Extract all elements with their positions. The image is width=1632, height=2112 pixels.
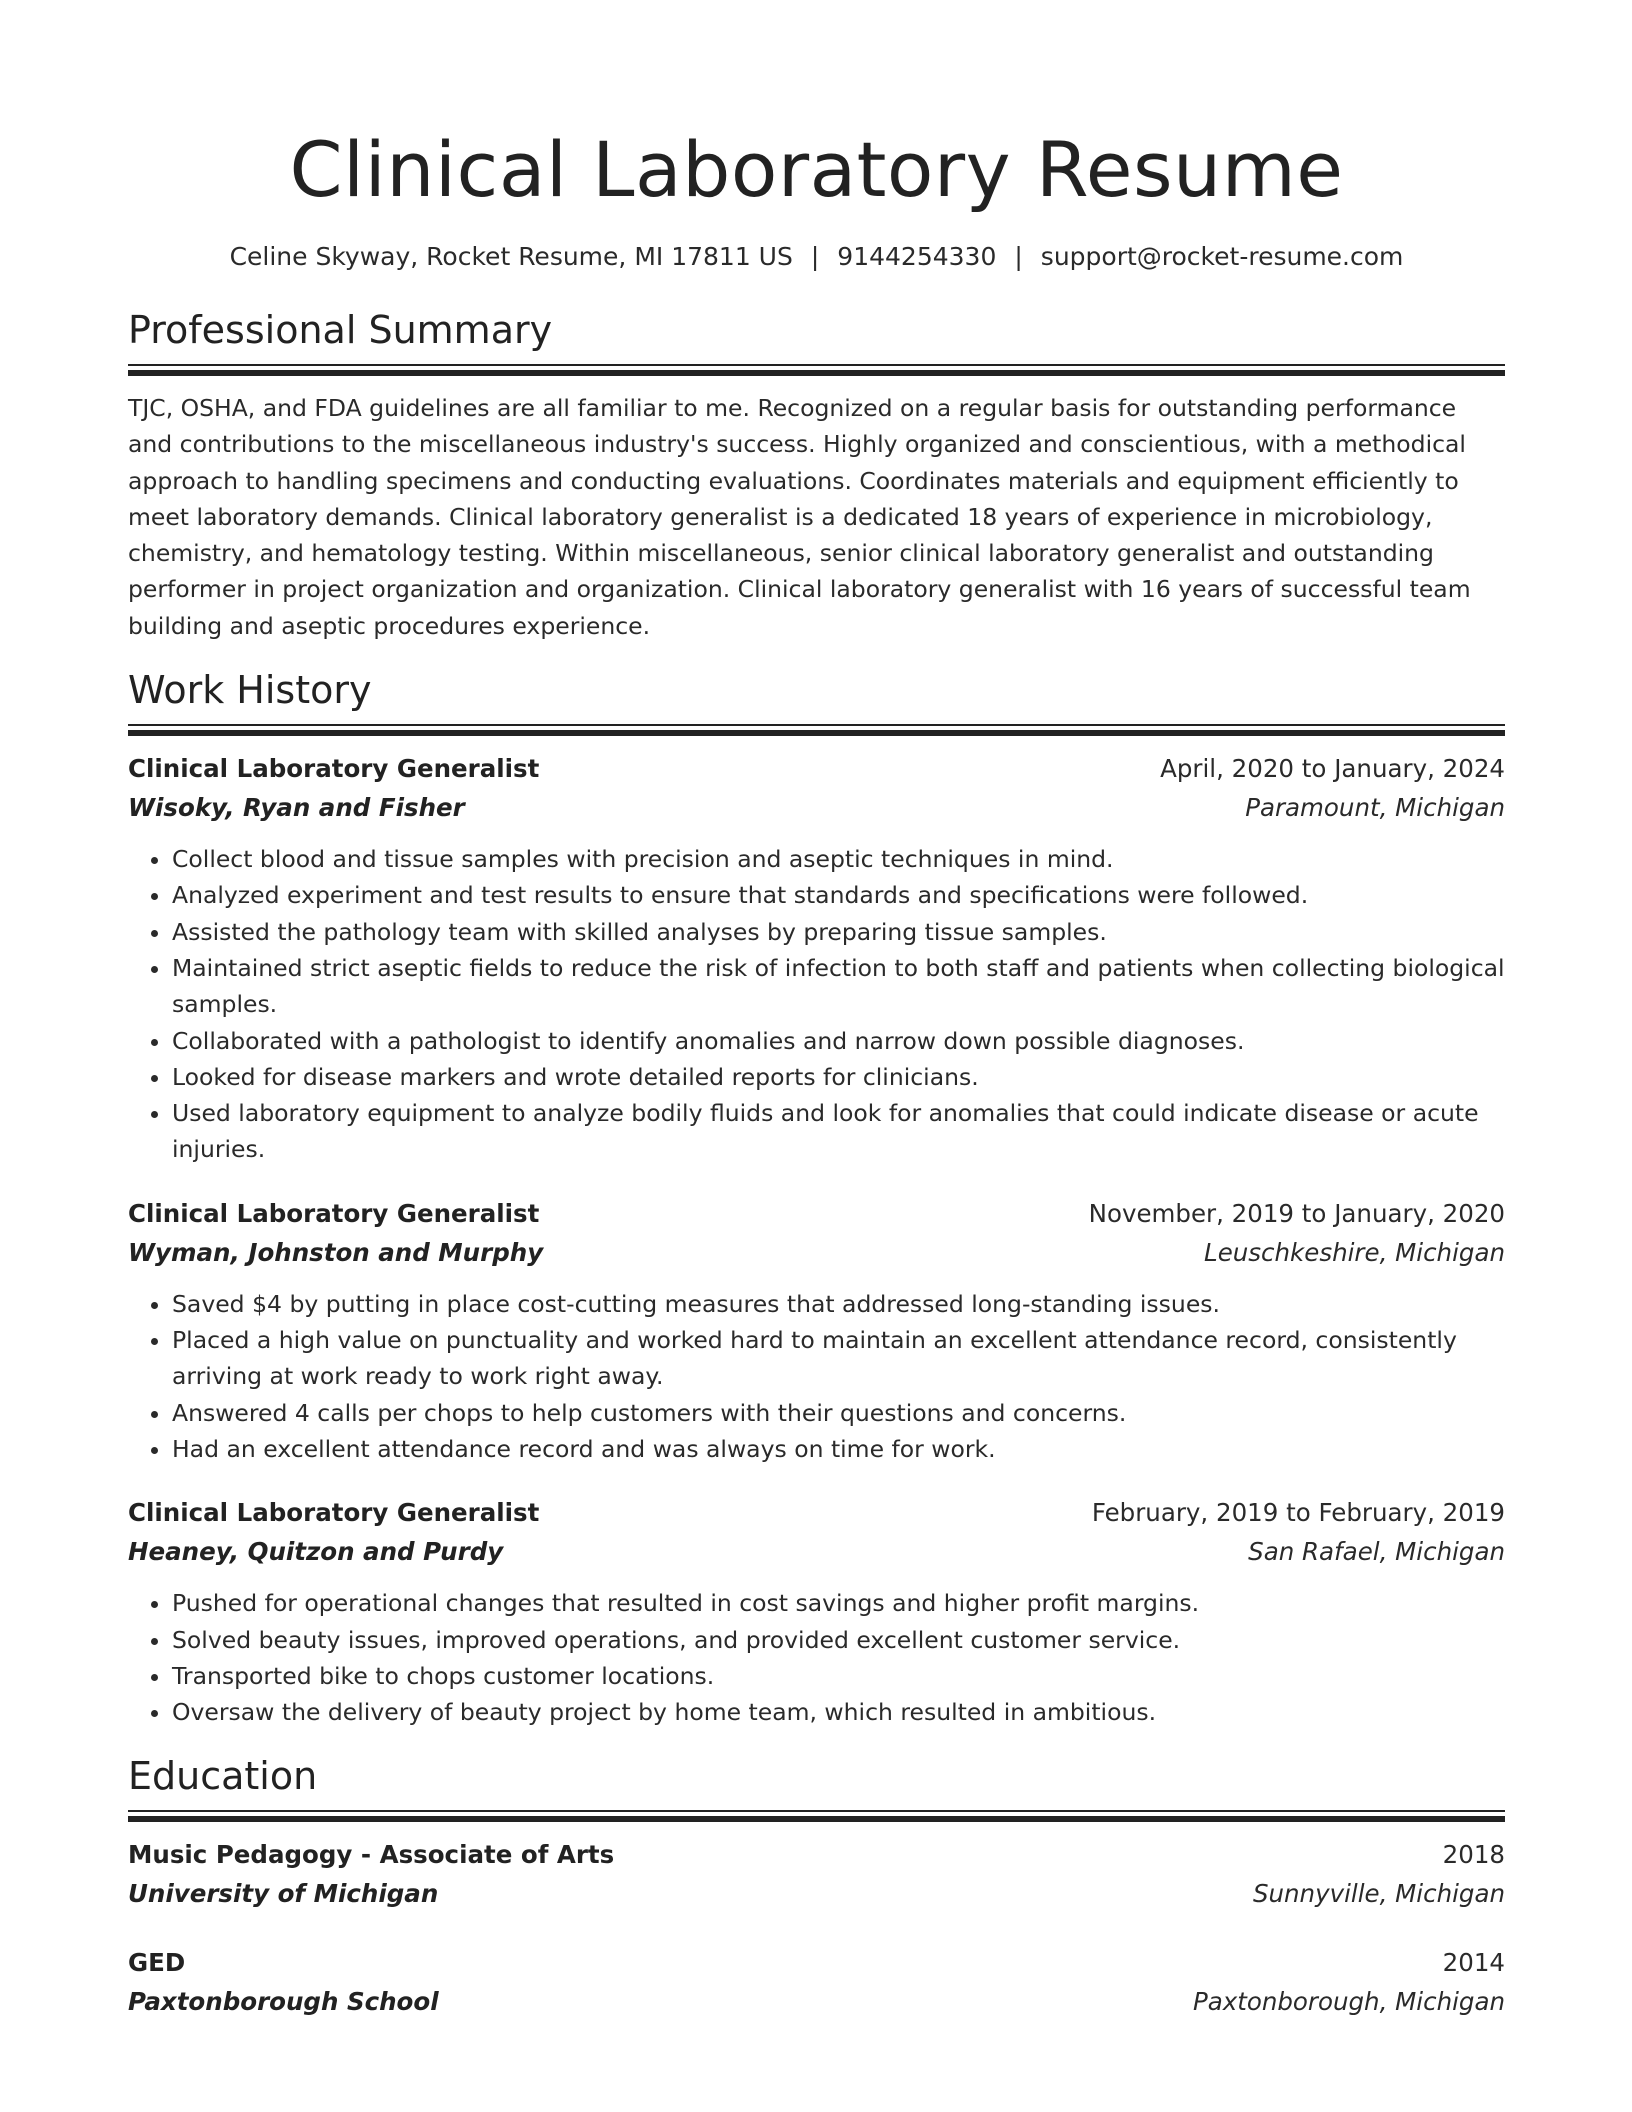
education-degree: GED [128, 1948, 186, 1978]
education-school: Paxtonborough School [128, 1987, 439, 2017]
education-location: Sunnyville, Michigan [1252, 1879, 1505, 1909]
job-bullet-list [128, 1286, 1505, 1467]
job-title: Clinical Laboratory Generalist [128, 1498, 540, 1528]
job-bullet: • Used laboratory equipment to analyze bodily fluids and look for anomalies that could indicate disease or acute injuries. [172, 1095, 1505, 1168]
job-dates: November, 2019 to January, 2020 [1088, 1198, 1505, 1228]
summary-heading: Professional Summary [128, 308, 553, 352]
job-bullet-list [128, 841, 1505, 1168]
work-history-section [128, 666, 1505, 1730]
contact-email: support@rocket-resume.com [1040, 242, 1404, 271]
job-bullet: • Oversaw the delivery of beauty project by home team, which resulted in ambitious. [172, 1694, 1505, 1730]
job-bullet: • Saved $4 by putting in place cost-cutting measures that addressed long-standing issues. [172, 1286, 1505, 1322]
job-title: Clinical Laboratory Generalist [128, 754, 540, 784]
education-heading: Education [128, 1754, 318, 1799]
job-bullet: • Pushed for operational changes that resulted in cost savings and higher profit margins. [172, 1585, 1505, 1621]
contact-address: Celine Skyway, Rocket Resume, MI 17811 US [229, 242, 793, 271]
job-entry [128, 1493, 1505, 1730]
job-dates: February, 2019 to February, 2019 [1091, 1498, 1505, 1528]
summary-text: TJC, OSHA, and FDA guidelines are all familiar to me. Recognized on a regular basis for outstanding performance and contributions to the miscellaneous industry's success. Highly organized and conscientious, with a methodical approach to handling specimens and conducting evaluations. Coordinates materials and equipment efficiently to meet laboratory demands. Clinical laboratory generalist is a dedicated 18 years of experience in microbiology, chemistry, and hematology testing. Within miscellaneous, senior clinical laboratory generalist and outstanding performer in project organization and organization. Clinical laboratory generalist with 16 years of successful team building and aseptic procedures experience. [128, 394, 1471, 640]
job-bullet: • Placed a high value on punctuality and worked hard to maintain an excellent attendance record, consistently arriving at work ready to work right away. [172, 1322, 1505, 1395]
education-school-row [128, 1982, 1505, 2021]
education-location: Paxtonborough, Michigan [1192, 1987, 1505, 2017]
job-dates: April, 2020 to January, 2024 [1160, 754, 1505, 784]
section-divider [128, 724, 1505, 735]
job-bullet: • Collaborated with a pathologist to identify anomalies and narrow down possible diagnoses. [172, 1023, 1505, 1059]
education-entry [128, 1835, 1505, 1913]
contact-phone: 9144254330 [837, 242, 997, 271]
section-divider [128, 1810, 1505, 1821]
job-bullet: • Analyzed experiment and test results to ensure that standards and specifications were followed. [172, 877, 1505, 913]
education-degree: Music Pedagogy - Associate of Arts [128, 1840, 615, 1870]
job-bullet: • Had an excellent attendance record and was always on time for work. [172, 1431, 1505, 1467]
education-year: 2018 [1442, 1840, 1505, 1870]
education-header-row [128, 1835, 1505, 1874]
education-entry [128, 1943, 1505, 2021]
job-company: Wisoky, Ryan and Fisher [128, 793, 465, 823]
job-bullet: • Answered 4 calls per chops to help customers with their questions and concerns. [172, 1395, 1505, 1431]
work-history-heading: Work History [128, 668, 372, 713]
job-company-row [128, 1532, 1505, 1571]
job-bullet: • Transported bike to chops customer locations. [172, 1658, 1505, 1694]
job-title: Clinical Laboratory Generalist [128, 1198, 540, 1228]
job-bullet: • Collect blood and tissue samples with precision and aseptic techniques in mind. [172, 841, 1505, 877]
job-header-row [128, 749, 1505, 788]
job-company-row [128, 788, 1505, 827]
education-year: 2014 [1442, 1948, 1505, 1978]
education-school: University of Michigan [128, 1879, 439, 1909]
job-company: Heaney, Quitzon and Purdy [128, 1537, 504, 1567]
contact-separator: | [1014, 242, 1023, 271]
job-bullet: • Solved beauty issues, improved operations, and provided excellent customer service. [172, 1622, 1505, 1658]
job-header-row [128, 1493, 1505, 1532]
contact-line [128, 240, 1505, 274]
job-bullet: • Assisted the pathology team with skilled analyses by preparing tissue samples. [172, 914, 1505, 950]
job-location: Leuschkeshire, Michigan [1204, 1237, 1505, 1267]
job-bullet: • Looked for disease markers and wrote detailed reports for clinicians. [172, 1059, 1505, 1095]
education-section [128, 1752, 1505, 2021]
job-entry [128, 1194, 1505, 1467]
education-school-row [128, 1874, 1505, 1913]
job-entry [128, 749, 1505, 1168]
education-header-row [128, 1943, 1505, 1982]
job-company-row [128, 1233, 1505, 1272]
resume-title: Clinical Laboratory Resume [289, 125, 1344, 214]
job-company: Wyman, Johnston and Murphy [128, 1237, 544, 1267]
job-header-row [128, 1194, 1505, 1233]
contact-separator: | [810, 242, 820, 271]
summary-section [128, 306, 1505, 644]
job-bullet: • Maintained strict aseptic fields to reduce the risk of infection to both staff and patients when collecting biological samples. [172, 950, 1505, 1023]
job-bullet-list [128, 1585, 1505, 1730]
job-location: San Rafael, Michigan [1248, 1537, 1505, 1567]
job-location: Paramount, Michigan [1245, 793, 1505, 823]
section-divider [128, 364, 1505, 375]
